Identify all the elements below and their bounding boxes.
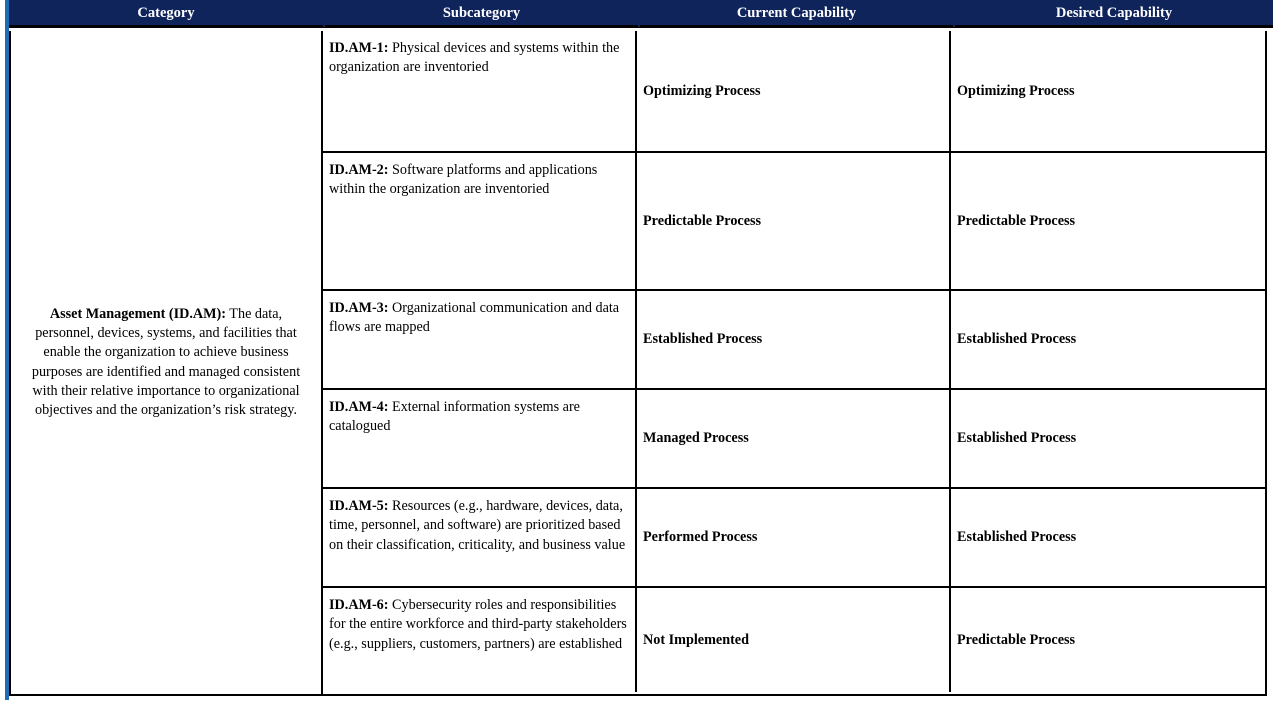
desired-capability-cell: Predictable Process [957,212,1076,229]
desired-capability-cell: Established Process [957,331,1077,347]
table-rows [323,31,1265,694]
column-header-current-capability: Current Capability [638,0,953,27]
table-header-row [9,0,1273,28]
subcategory-cell [323,390,637,487]
subcategory-text: Software platforms and applications within the organization are inventoried [329,162,598,198]
subcategory-cell [323,31,637,151]
current-capability-cell: Predictable Process [637,153,951,289]
subcategory-cell [323,489,637,586]
table-row [323,390,1265,489]
subcategory-id: ID.AM-5: [329,498,389,514]
table-body [9,31,1267,696]
table-row [323,588,1265,692]
subcategory-text: Cybersecurity roles and responsibilities for the entire workforce and third-party stakeholders (e.g., suppliers, customers, partners) are established [329,597,627,652]
subcategory-cell [323,588,637,692]
current-capability-cell: Performed Process [637,489,951,586]
category-description: The data, personnel, devices, systems, and facilities that enable the organization to achieve business purposes are identified and managed consistent with their relative importance to organizational objectives and the organization’s risk strategy. [31,305,301,419]
current-capability-cell: Not Implemented [637,588,951,692]
table-row [323,489,1265,588]
subcategory-text: External information systems are catalogued [329,399,580,435]
subcategory-cell [323,153,637,289]
desired-capability-cell: Established Process [957,529,1077,545]
subcategory-id: ID.AM-2: [329,162,389,178]
current-capability-cell: Established Process [637,291,951,388]
column-header-category: Category [137,4,195,21]
current-capability-cell: Optimizing Process [637,31,951,151]
category-title: Asset Management (ID.AM): [49,305,227,322]
desired-capability-cell: Optimizing Process [957,82,1075,99]
subcategory-id: ID.AM-3: [329,300,389,316]
subcategory-text: Organizational communication and data flows are mapped [329,300,620,336]
subcategory-id: ID.AM-4: [329,399,389,415]
current-capability-cell: Managed Process [637,390,951,487]
category-cell-text [21,305,311,421]
column-header-desired-capability: Desired Capability [953,0,1273,27]
desired-capability-cell: Established Process [957,430,1077,446]
table-row [323,31,1265,153]
subcategory-cell [323,291,637,388]
desired-capability-cell: Predictable Process [957,631,1076,648]
column-header-subcategory: Subcategory [323,0,638,27]
category-cell [11,31,323,694]
subcategory-id: ID.AM-6: [329,597,389,613]
subcategory-text: Resources (e.g., hardware, devices, data, time, personnel, and software) are prioritized based on their classification, criticality, and business value [329,498,626,553]
table-row [323,153,1265,291]
subcategory-id: ID.AM-1: [329,40,389,56]
subcategory-text: Physical devices and systems within the organization are inventoried [329,40,620,76]
table-row [323,291,1265,390]
